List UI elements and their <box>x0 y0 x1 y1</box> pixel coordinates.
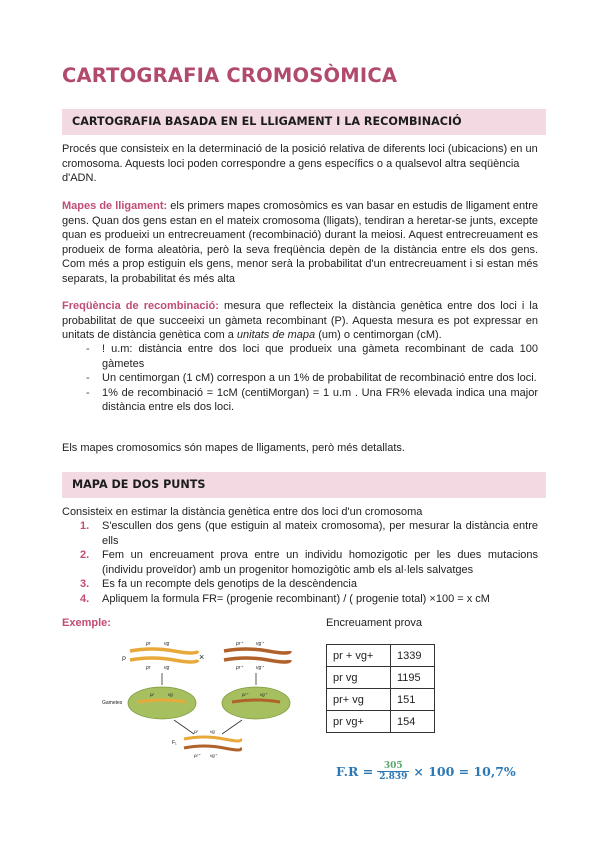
chromosome-strand <box>130 649 198 653</box>
formula-numerator: 305 <box>383 761 403 771</box>
step-item <box>80 548 538 577</box>
gene-label-pr: pr <box>150 692 155 697</box>
closing-paragraph: Els mapes cromosomics són mapes de lligaments, però més detallats. <box>62 442 405 454</box>
table-caption: Encreuament prova <box>326 617 422 629</box>
mapes-lligament-text: els primers mapes cromosòmics es van basar en estudis de lligament entre gens. Quan dos gens estan en el mateix cromosoma (lligats), tendiran a heretar-se junts, excepte quan es produeixi un entrecreuament (recombinació) durant la meiosi. Aquest entrecreuament es produeix de forma aleatòria, però la seva freqüència depèn de la distància entre els dos gens. Com més a prop estiguin els gens, menor serà la probabilitat d'un entrecreuament i si estan més separats, la probabilitat és més alta <box>62 200 538 285</box>
parent-label: P <box>122 657 127 663</box>
recombination-bullets <box>86 342 538 415</box>
chromosome-strand <box>184 737 241 741</box>
cross-symbol: × <box>199 652 205 662</box>
gene-label-pr: pr <box>146 665 151 671</box>
step-item <box>80 577 538 592</box>
arrow-line <box>174 720 194 734</box>
step-text: Fem un encreuament prova entre un individu homozigotic per les dues mutacions (individu proveïdor) amb un progenitor homozigòtic amb els al·lels salvatges <box>102 549 538 576</box>
frequencia-text-b: (um) o centimorgan (cM). <box>315 329 442 342</box>
chromosome-strand <box>184 746 241 750</box>
gene-label-pr-plus: pr⁺ <box>236 665 244 671</box>
section-heading-dos-punts: MAPA DE DOS PUNTS <box>62 472 546 498</box>
step-text: Apliquem la formula FR= (progenie recombinant) / ( progenie total) ×100 = x cM <box>102 592 490 605</box>
gene-label-vg: vg <box>164 641 170 647</box>
gene-label-vg: vg <box>210 729 215 734</box>
count-cell: 154 <box>391 711 435 733</box>
mapes-lligament-term: Mapes de lligament: <box>62 200 168 212</box>
step-text: S'escullen dos gens (que estiguin al mateix cromosoma), per mesurar la distància entre ells <box>102 520 538 547</box>
step-number: 3. <box>80 578 90 591</box>
genotype-cell: pr vg+ <box>327 711 391 733</box>
step-item <box>80 519 538 548</box>
recombination-formula <box>336 761 516 782</box>
count-cell: 1195 <box>391 667 435 689</box>
f1-label: F₁ <box>172 740 177 746</box>
chromosome-strand <box>224 658 290 662</box>
table-row <box>327 667 435 689</box>
gene-label-vg-plus: vg⁺ <box>210 753 218 758</box>
intro-paragraph: Procés que consisteix en la determinació de la posició relativa de diferents loci (ubicacions) en un cromosoma. Aquests loci poden correspondre a gens específics o a qualsevol altra seqüència d'ADN. <box>62 143 538 185</box>
frequencia-paragraph <box>62 299 538 343</box>
step-text: Es fa un recompte dels genotips de la descèndencia <box>102 578 357 591</box>
genetic-cross-figure <box>102 636 312 760</box>
gene-label-vg: vg <box>168 692 173 697</box>
step-number: 4. <box>80 592 90 605</box>
frequencia-text-italic: unitats de mapa <box>236 329 316 342</box>
gene-label-vg-plus: vg⁺ <box>256 641 264 647</box>
testcross-table <box>326 644 435 733</box>
gene-label-pr-plus: pr⁺ <box>236 641 244 647</box>
mapes-lligament-paragraph <box>62 199 538 287</box>
step-number: 2. <box>80 549 90 562</box>
step-number: 1. <box>80 520 90 532</box>
arrow-line <box>222 720 242 734</box>
dos-punts-intro: Consisteix en estimar la distància genètica entre dos loci d'un cromosoma <box>62 506 423 518</box>
gene-label-pr: pr <box>146 641 151 647</box>
genotype-cell: pr+ vg <box>327 689 391 711</box>
table-row <box>327 645 435 667</box>
step-item <box>80 592 538 607</box>
table-row <box>327 711 435 733</box>
section-heading-lligament: CARTOGRAFIA BASADA EN EL LLIGAMENT I LA RECOMBINACIÓ <box>62 109 546 135</box>
formula-denominator: 2.839 <box>379 772 408 782</box>
genotype-cell: pr + vg+ <box>327 645 391 667</box>
formula-lhs: F.R = <box>336 764 374 779</box>
count-cell: 1339 <box>391 645 435 667</box>
formula-fraction <box>377 761 409 782</box>
gene-label-vg-plus: vg⁺ <box>260 692 268 697</box>
formula-rhs: × 100 = 10,7% <box>413 764 516 779</box>
gametes-label: Gametes <box>102 700 123 706</box>
gene-label-pr: pr <box>194 729 199 734</box>
frequencia-text-a: mesura que reflecteix la distància genètica entre dos loci i la probabilitat de que succeeixi un gàmeta recombinant (P). Aquesta mesura es pot expressar en unitats de distància genètica com a <box>62 300 538 342</box>
gene-label-pr-plus: pr⁺ <box>194 753 201 758</box>
chromosome-strand <box>130 658 198 662</box>
frequencia-term: Freqüència de recombinació: <box>62 300 219 312</box>
gene-label-vg: vg <box>164 665 170 671</box>
bullet-item: - Un centimorgan (1 cM) correspon a un 1% de probabilitat de recombinació entre dos loci. <box>86 371 538 386</box>
gene-label-pr-plus: pr⁺ <box>242 692 249 697</box>
gene-label-vg-plus: vg⁺ <box>256 665 264 671</box>
genotype-cell: pr vg <box>327 667 391 689</box>
example-label: Exemple: <box>62 617 111 629</box>
bullet-item: - 1% de recombinació = 1cM (centiMorgan) = 1 u.m . Una FR% elevada indica una major distància entre els dos loci. <box>86 386 538 415</box>
steps-list <box>80 519 538 607</box>
chromosome-strand <box>224 649 290 653</box>
bullet-item: - ! u.m: distància entre dos loci que produeix una gàmeta recombinant de cada 100 gàmetes <box>86 342 538 371</box>
page-title: CARTOGRAFIA CROMOSÒMICA <box>62 64 398 87</box>
count-cell: 151 <box>391 689 435 711</box>
table-row <box>327 689 435 711</box>
